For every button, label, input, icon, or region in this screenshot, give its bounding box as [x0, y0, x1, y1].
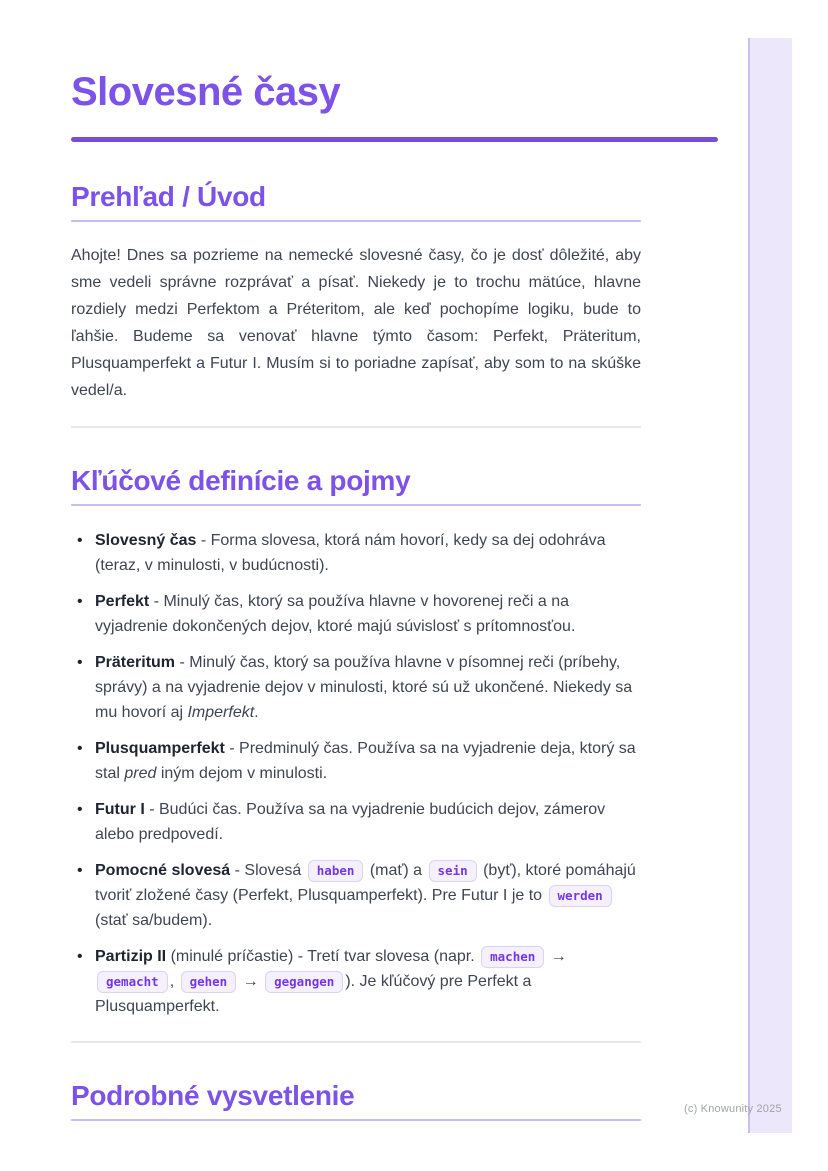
definition-text: (mať) a [365, 862, 427, 879]
italic-text: Imperfekt [187, 704, 255, 721]
section-heading-definitions: Kľúčové definície a pojmy [71, 465, 411, 496]
code-chip: werden [549, 885, 612, 907]
definition-item [71, 736, 641, 786]
definition-text: . [254, 704, 259, 721]
definition-text: (byť), ktoré pomáhajú tvoriť zložené časy (Perfekt, Plusquamperfekt). Pre Futur I je to [95, 862, 636, 904]
definition-term: Plusquamperfekt [95, 740, 225, 757]
heading-rule [71, 1119, 641, 1121]
page-title: Slovesné časy [71, 70, 341, 114]
definition-text: , [169, 973, 179, 990]
definitions-list [71, 528, 641, 1019]
definition-text: → [546, 948, 567, 965]
code-chip: gemacht [97, 971, 168, 993]
definition-term: Partizip II [95, 948, 167, 965]
definition-text: ). Je kľúčový pre Perfekt a Plusquamperfekt. [95, 973, 532, 1015]
code-chip: sein [429, 860, 477, 882]
code-chip: machen [481, 946, 544, 968]
definition-item [71, 858, 641, 933]
definition-text: → [238, 973, 264, 990]
definition-item [71, 797, 641, 847]
definition-term: Pomocné slovesá [95, 862, 231, 879]
code-chip: gehen [181, 971, 237, 993]
code-chip: haben [308, 860, 364, 882]
title-rule [71, 137, 718, 142]
section-details [71, 1079, 641, 1121]
watermark: (c) Knowunity 2025 [684, 1103, 782, 1115]
definition-item [71, 528, 641, 578]
definition-item [71, 944, 641, 1019]
definition-text: - Predminulý čas. Používa sa na vyjadrenie deja, ktorý sa stal [95, 740, 636, 782]
definition-text: - Slovesá [230, 862, 306, 879]
definition-term: Futur I [95, 801, 145, 818]
overview-paragraph: Ahojte! Dnes sa pozrieme na nemecké slovesné časy, čo je dosť dôležité, aby sme vedeli správne rozprávať a písať. Niekedy je to trochu mätúce, hlavne rozdiely medzi Perfektom a Préteritom, ale keď pochopíme logiku, bude to ľahšie. Budeme sa venovať hlavne týmto časom: Perfekt, Präteritum, Plusquamperfekt a Futur I. Musím si to poriadne zapísať, aby som to na skúške vedel/a. [71, 247, 641, 399]
heading-rule [71, 504, 641, 506]
definition-text: - Minulý čas, ktorý sa používa hlavne v hovorenej reči a na vyjadrenie dokončených dejov, ktoré majú súvislosť s prítomnosťou. [95, 593, 576, 635]
definition-term: Präteritum [95, 654, 176, 671]
definition-text: - Budúci čas. Používa sa na vyjadrenie budúcich dejov, zámerov alebo predpovedí. [95, 801, 606, 843]
definition-text: - Forma slovesa, ktorá nám hovorí, kedy sa dej odohráva (teraz, v minulosti, v budúcnosti). [95, 532, 606, 574]
heading-rule [71, 220, 641, 222]
definition-item [71, 650, 641, 725]
section-heading-overview: Prehľad / Úvod [71, 181, 266, 212]
section-heading-details: Podrobné vysvetlenie [71, 1080, 355, 1111]
definition-text: (stať sa/budem). [95, 912, 213, 929]
definition-term: Slovesný čas [95, 532, 197, 549]
definition-text: (minulé príčastie) - Tretí tvar slovesa (napr. [166, 948, 480, 965]
section-divider [71, 426, 641, 428]
section-definitions [71, 464, 641, 1019]
code-chip: gegangen [265, 971, 343, 993]
definition-item [71, 589, 641, 639]
definition-text: iným dejom v minulosti. [156, 765, 328, 782]
next-page-edge [748, 38, 792, 1133]
document-content [71, 0, 641, 1121]
section-divider [71, 1041, 641, 1043]
definition-text: - Minulý čas, ktorý sa používa hlavne v písomnej reči (príbehy, správy) a na vyjadrenie dejov v minulosti, ktoré sú už ukončené. Niekedy sa mu hovorí aj [95, 654, 633, 721]
definition-term: Perfekt [95, 593, 150, 610]
section-overview [71, 180, 641, 404]
italic-text: pred [124, 765, 157, 782]
